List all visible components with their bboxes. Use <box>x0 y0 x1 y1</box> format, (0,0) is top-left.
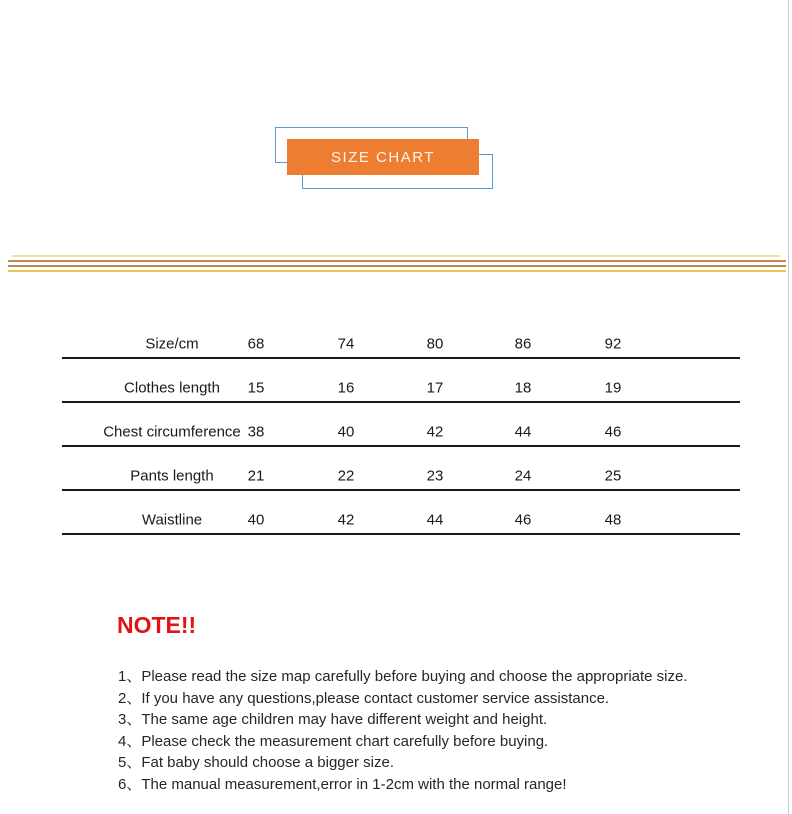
table-row-chest-circumference <box>62 403 740 447</box>
table-row-size <box>62 315 740 359</box>
cell-value: 44 <box>514 423 532 441</box>
note-heading: NOTE!! <box>117 612 197 638</box>
cell-value: 46 <box>604 423 622 441</box>
cell-value: 17 <box>426 379 444 397</box>
row-label: Chest circumference <box>103 423 241 441</box>
note-item-4: 4、Please check the measurement chart carefully before buying. <box>118 732 549 750</box>
table-row-clothes-length <box>62 359 740 403</box>
cell-value: 80 <box>426 335 444 353</box>
note-list <box>118 666 688 795</box>
cell-value: 68 <box>247 335 265 353</box>
size-table <box>62 315 740 535</box>
note-item-3: 3、The same age children may have different weight and height. <box>118 711 548 728</box>
divider-line-yellow-top <box>12 255 780 257</box>
row-label: Size/cm <box>145 335 199 353</box>
note-item-5: 5、Fat baby should choose a bigger size. <box>118 754 394 771</box>
cell-value: 38 <box>247 423 265 441</box>
cell-value: 42 <box>426 423 444 441</box>
cell-value: 46 <box>514 511 532 529</box>
cell-value: 24 <box>514 467 532 485</box>
note-item-1: 1、Please read the size map carefully before buying and choose the appropriate size. <box>118 668 688 685</box>
note-item-2: 2、If you have any questions,please contact customer service assistance. <box>118 689 610 707</box>
table-row-pants-length <box>62 447 740 491</box>
cell-value: 48 <box>604 511 622 529</box>
page-edge-line <box>788 0 789 814</box>
size-chart-banner <box>287 139 479 175</box>
cell-value: 18 <box>514 379 532 397</box>
cell-value: 40 <box>247 511 265 529</box>
note-item-6: 6、The manual measurement,error in 1-2cm with the normal range! <box>118 775 567 793</box>
cell-value: 44 <box>426 511 444 529</box>
cell-value: 22 <box>337 467 355 485</box>
cell-value: 86 <box>514 335 532 353</box>
cell-value: 25 <box>604 467 622 485</box>
cell-value: 21 <box>247 467 265 485</box>
divider-line-brown-1 <box>8 260 786 262</box>
cell-value: 92 <box>604 335 622 353</box>
banner-title: SIZE CHART <box>331 148 435 166</box>
cell-value: 74 <box>337 335 355 353</box>
gold-divider <box>8 255 786 272</box>
row-label: Clothes length <box>124 379 220 397</box>
cell-value: 15 <box>247 379 265 397</box>
cell-value: 42 <box>337 511 355 529</box>
divider-line-yellow-bottom <box>8 270 786 272</box>
cell-value: 23 <box>426 467 444 485</box>
table-row-waistline <box>62 491 740 535</box>
divider-line-brown-2 <box>8 265 786 267</box>
row-label: Waistline <box>141 511 203 529</box>
row-label: Pants length <box>130 467 214 485</box>
cell-value: 19 <box>604 379 622 397</box>
cell-value: 16 <box>337 379 355 397</box>
cell-value: 40 <box>337 423 355 441</box>
